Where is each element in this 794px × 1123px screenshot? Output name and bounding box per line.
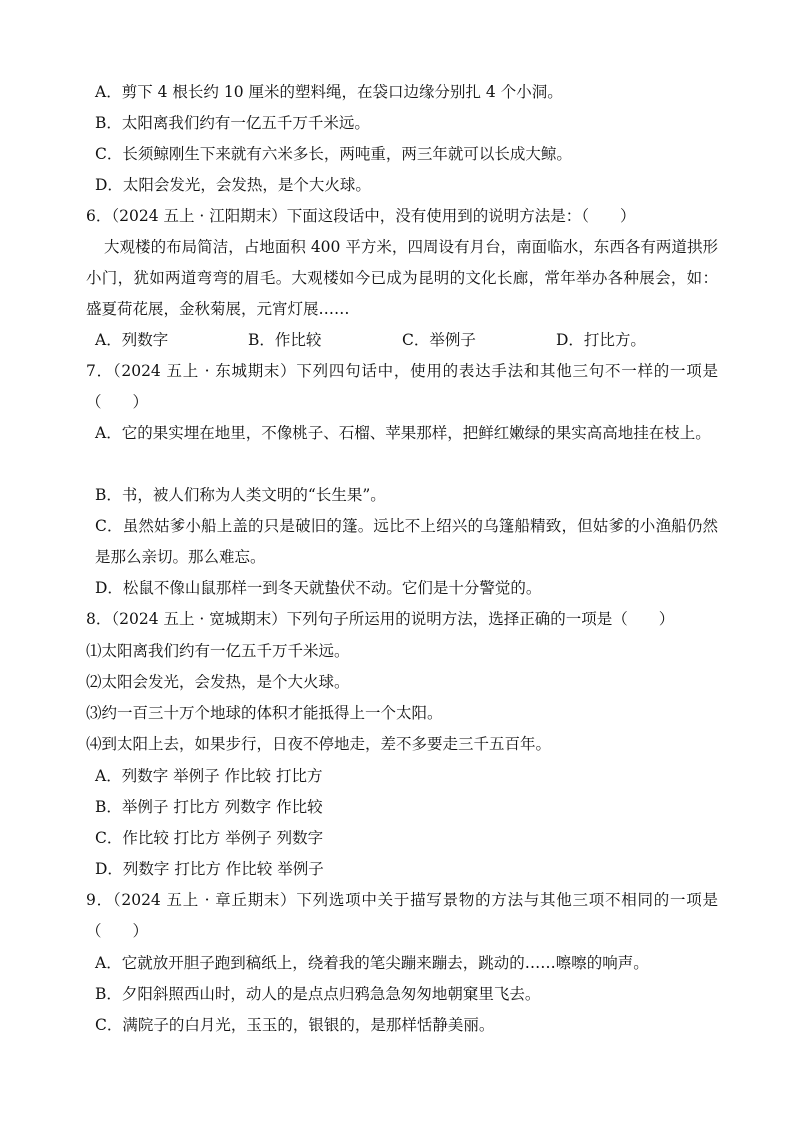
q5-option-b: B．太阳离我们约有一亿五千万千米远。: [95, 114, 370, 132]
q8-sentence-4: ⑷到太阳上去，如果步行，日夜不停地走，差不多要走三千五百年。: [86, 735, 552, 753]
q6-stem: 6．（2024 五上 · 江阳期末）下面这段话中，没有使用到的说明方法是：（ ）: [86, 207, 636, 225]
q8-sentence-1: ⑴太阳离我们约有一亿五千万千米远。: [86, 642, 350, 660]
q7-option-a: A．它的果实埋在地里，不像桃子、石榴、苹果那样，把鲜红嫩绿的果实高高地挂在枝上。: [95, 424, 711, 442]
q8-sentence-2: ⑵太阳会发光，会发热，是个大火球。: [86, 673, 350, 691]
q7-option-d: D．松鼠不像山鼠那样一到冬天就蛰伏不动。它们是十分警觉的。: [95, 579, 542, 597]
q6-option-b: B．作比较: [248, 331, 322, 349]
q5-option-c: C．长须鲸刚生下来就有六米多长，两吨重，两三年就可以长成大鲸。: [95, 145, 572, 163]
q6-option-a: A．列数字: [95, 331, 169, 349]
q9-option-a: A．它就放开胆子跑到稿纸上，绕着我的笔尖蹦来蹦去，跳动的……嚓嚓的响声。: [95, 954, 649, 972]
q9-option-c: C．满院子的白月光，玉玉的，银银的，是那样恬静美丽。: [95, 1016, 495, 1034]
q8-option-d: D．列数字 打比方 作比较 举例子: [95, 860, 324, 878]
q5-option-d: D．太阳会发光，会发热，是个大火球。: [95, 176, 371, 194]
q6-option-d: D．打比方。: [556, 331, 646, 349]
q6-passage: 大观楼的布局简洁，占地面积 400 平方米，四周设有月台，南面临水，东西各有两道拱形小门，犹如两道弯弯的眉毛。大观楼如今已成为昆明的文化长廊，常年举办各种展会，如：盛夏荷花展，金秋菊展，元宵灯展……: [86, 238, 718, 318]
q7-stem: 7．（2024 五上 · 东城期末）下列四句话中，使用的表达手法和其他三句不一样的一项是（ ）: [86, 362, 718, 411]
q8-stem: 8．（2024 五上 · 宽城期末）下列句子所运用的说明方法，选择正确的一项是（ ）: [86, 610, 675, 628]
q8-option-a: A．列数字 举例子 作比较 打比方: [95, 767, 323, 785]
q8-option-c: C．作比较 打比方 举例子 列数字: [95, 829, 324, 847]
q9-stem: 9．（2024 五上 · 章丘期末）下列选项中关于描写景物的方法与其他三项不相同的一项是（ ）: [86, 891, 718, 940]
q9-option-b: B．夕阳斜照西山时，动人的是点点归鸦急急匆匆地朝窠里飞去。: [95, 985, 541, 1003]
q8-sentence-3: ⑶约一百三十万个地球的体积才能抵得上一个太阳。: [86, 704, 443, 722]
q7-option-c: C．虽然姑爹小船上盖的只是破旧的篷。远比不上绍兴的乌篷船精致，但姑爹的小渔船仍然是那么亲切。那么难忘。: [95, 517, 718, 566]
q5-option-a: A．剪下 4 根长约 10 厘米的塑料绳，在袋口边缘分别扎 4 个小洞。: [95, 83, 563, 101]
q7-option-b: B．书，被人们称为人类文明的“长生果”。: [95, 486, 386, 504]
q8-option-b: B．举例子 打比方 列数字 作比较: [95, 798, 323, 816]
q6-option-c: C．举例子: [402, 331, 476, 349]
